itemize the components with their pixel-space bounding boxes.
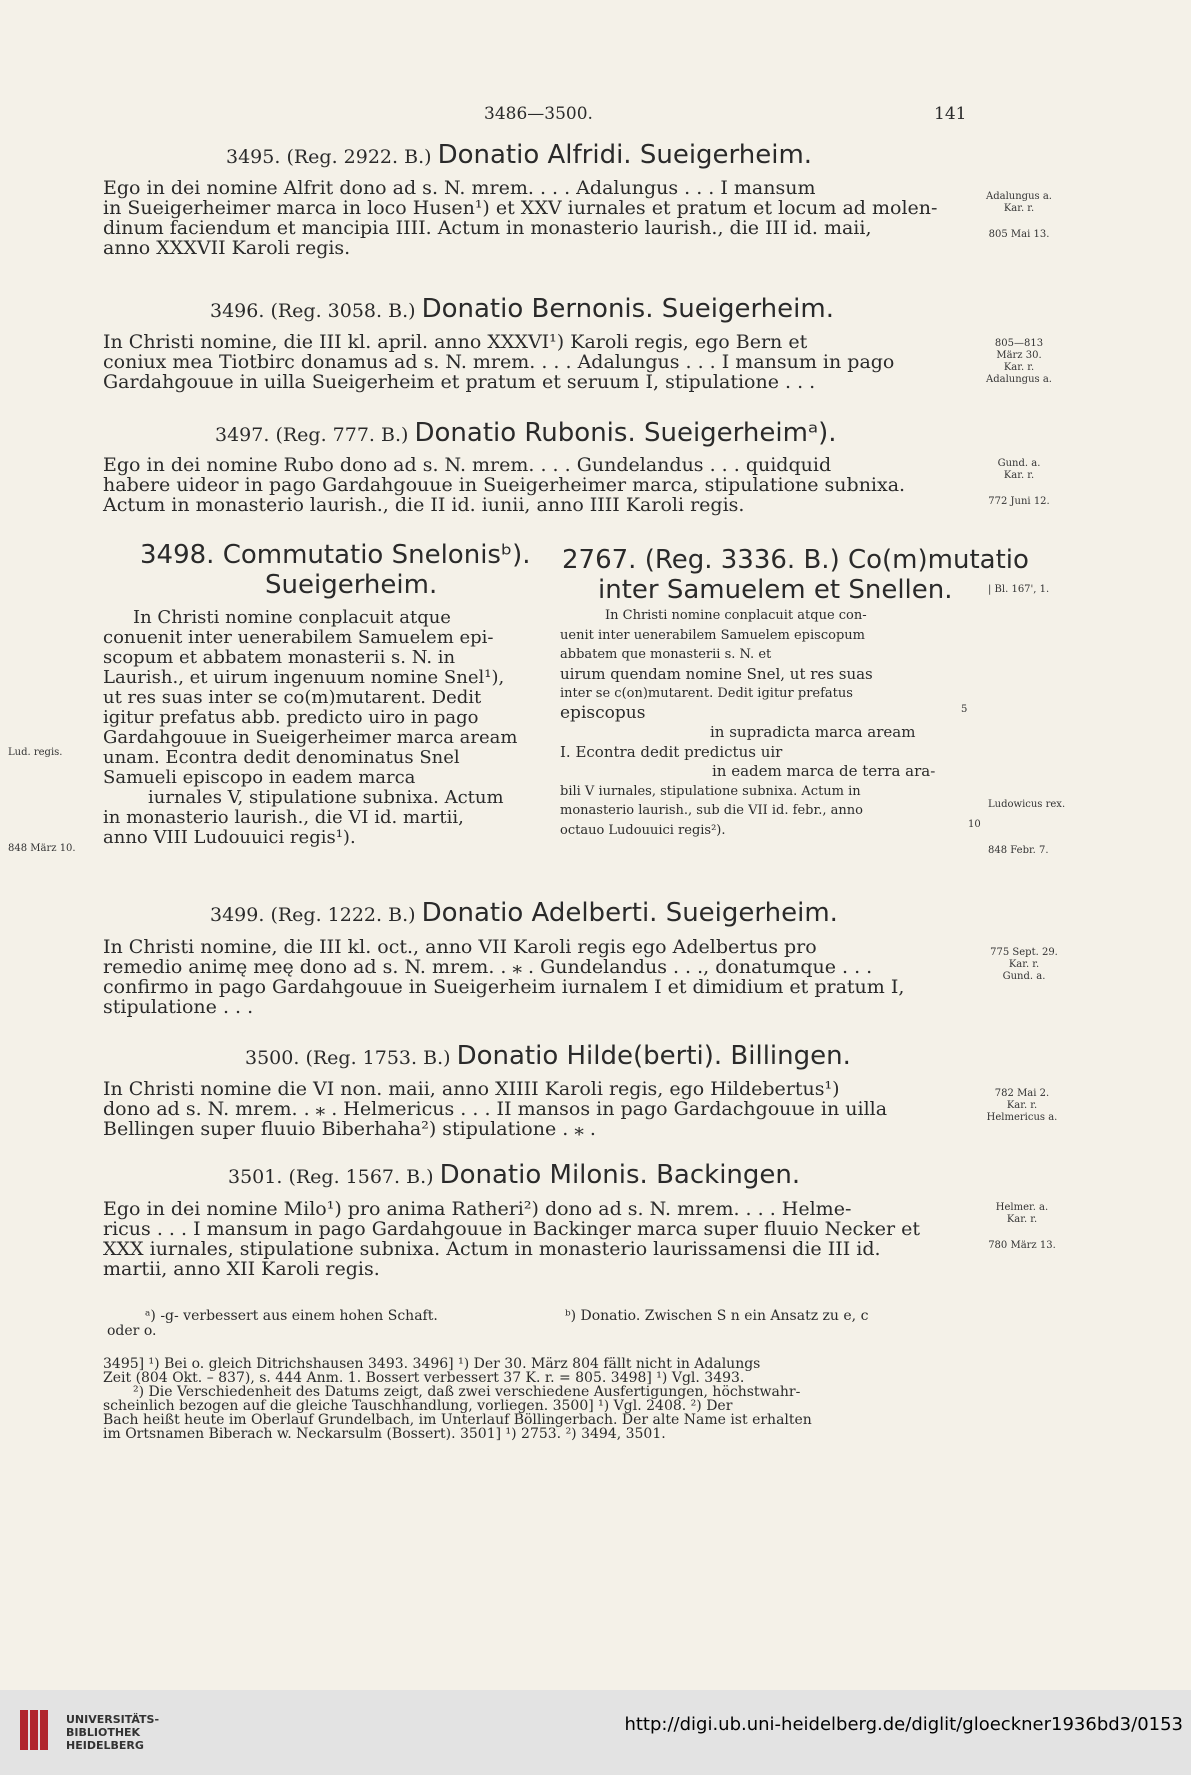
entry-heading-3499: 3499. (Reg. 1222. B.) Donatio Adelberti. Sueigerheim. xyxy=(210,898,838,928)
entry-body-3496: In Christi nomine, die III kl. april. anno XXXVI¹) Karoli regis, ego Bern et coniux mea Tiotbirc donamus ad s. N. mrem. . . . Adalungus . . . I mansum in pago Gardahgouue in uilla Sueigerheim et pratum et seruum I, stipulatione . . . xyxy=(103,331,895,393)
margin-note-3501: Helmer. a. Kar. r. 780 März 13. xyxy=(988,1202,1056,1251)
entry-body-3499: In Christi nomine, die III kl. oct., anno VII Karoli regis ego Adelbertus pro remedio animę meę dono ad s. N. mrem. . ⁎ . Gundelandus . . ., donatumque . . . confirmo in pago Gardahgouue in Sueigerheim iurnalem I et dimidium et pratum I, stipulatione . . . xyxy=(103,936,905,1018)
margin-note-2767-a: | Bl. 167', 1. xyxy=(988,584,1050,595)
margin-note-3498-b: 848 März 10. xyxy=(8,843,76,854)
note-a: ᵃ) -g- verbessert aus einem hohen Schaft. xyxy=(145,1308,438,1324)
margin-note-3498-a: Lud. regis. xyxy=(8,747,63,758)
entry-heading-3497: 3497. (Reg. 777. B.) Donatio Rubonis. Sueigerheimᵃ). xyxy=(215,418,837,448)
entry-heading-3500: 3500. (Reg. 1753. B.) Donatio Hilde(berti). Billingen. xyxy=(245,1041,851,1071)
margin-note-2767-b: Ludowicus rex. xyxy=(988,799,1066,810)
entry-body-3501: Ego in dei nomine Milo¹) pro anima Ratheri²) dono ad s. N. mrem. . . . Helme- ricus . . . I mansum in pago Gardahgouue in Backinger marca super fluuio Necker et XXX iurnales, stipulatione subnixa. Actum in monasterio laurissamensi die III id. martii, anno XII Karoli regis. xyxy=(103,1198,920,1280)
university-library-logo-icon xyxy=(20,1710,48,1750)
entry-heading-3496: 3496. (Reg. 3058. B.) Donatio Bernonis. Sueigerheim. xyxy=(210,294,834,324)
entry-number: 3495. xyxy=(226,146,281,168)
entry-body-3498: In Christi nomine conplacuit atque conuenit inter uenerabilem Samuelem epi- scopum et abbatem monasterii s. N. in Laurish., et uirum ingenuum nomine Snel¹), ut res suas inter se co(m)mutarent. Dedit igitur prefatus abb. predicto uiro in pago Gardahgouue in Sueigerheimer marca aream unam. Econtra dedit denominatus Snel Samueli episcopo in eadem marca iurnales V, stipulatione subnixa. Actum in monasterio laurish., die VI id. martii, anno VIII Ludouuici regis¹). xyxy=(103,607,518,848)
running-header: 3486—3500. xyxy=(484,104,593,124)
entry-reg: (Reg. 2922. xyxy=(286,146,399,168)
entry-body-2767: In Christi nomine conplacuit atque con- uenit inter uenerabilem Samuelem episcopum abbatem que monasterii s. N. et uirum quendam nomine Snel, ut res suas inter se c(on)mutarent. Dedit igitur prefatus episcopus in supradicta marca aream I. Econtra dedit predictus uir in eadem marca de terra ara- bili V iurnales, stipulatione subnixa. Actum in monasterio laurish., sub die VII id. febr., anno octauo Ludouuici regis²). xyxy=(560,608,936,838)
margin-note-3497: Gund. a. Kar. r. 772 Juni 12. xyxy=(988,458,1050,507)
footnotes: 3495] ¹) Bei o. gleich Ditrichshausen 3493. 3496] ¹) Der 30. März 804 fällt nicht in Adalungs Zeit (804 Okt. – 837), s. 444 Anm. 1. Bossert verbessert 37 K. r. = 805. 3498] ¹) Vgl. 3493. ²) Die Verschiedenheit des Datums zeigt, daß zwei verschiedene Ausfertigungen, höchstwahr- scheinlich bezogen auf die gleiche Tauschhandlung, vorliegen. 3500] ¹) Vgl. 2408. ²) Der Bach heißt heute im Oberlauf Grundelbach, im Unterlauf Böllingerbach. Der alte Name ist erhalten im Ortsnamen Biberach w. Neckarsulm (Bossert). 3501] ¹) 2753. ²) 3494, 3501. xyxy=(103,1356,812,1442)
entry-b: B.) xyxy=(404,146,432,168)
margin-note-3495: Adalungus a. Kar. r. 805 Mai 13. xyxy=(986,191,1052,240)
entry-title: Donatio Alfridi. Sueigerheim. xyxy=(437,140,813,170)
margin-note-3496: 805—813 März 30. Kar. r. Adalungus a. xyxy=(986,338,1052,385)
page-number: 141 xyxy=(934,104,967,124)
entry-body-3500: In Christi nomine die VI non. maii, anno XIIII Karoli regis, ego Hildebertus¹) dono ad s. N. mrem. . ⁎ . Helmericus . . . II mansos in pago Gardachgouue in uilla Bellingen super fluuio Biberhaha²) stipulatione . ⁎ . xyxy=(103,1078,888,1140)
note-b: ᵇ) Donatio. Zwischen S n ein Ansatz zu e, c xyxy=(565,1308,869,1324)
line-number-10: 10 xyxy=(968,819,981,830)
entry-heading-3501: 3501. (Reg. 1567. B.) Donatio Milonis. Backingen. xyxy=(228,1160,801,1190)
margin-note-3499: 775 Sept. 29. Kar. r. Gund. a. xyxy=(990,947,1058,982)
entry-body-3495: Ego in dei nomine Alfrit dono ad s. N. mrem. . . . Adalungus . . . I mansum in Sueigerheimer marca in loco Husen¹) et XXV iurnales et pratum et locum ad molen- dinum faciendum et mancipia IIII. Actum in monasterio laurish., die III id. maii, anno XXXVII Karoli regis. xyxy=(103,177,938,259)
entry-heading-2767: 2767. (Reg. 3336. B.) Co(m)mutatio inter Samuelem et Snellen. xyxy=(562,545,1029,605)
entry-heading-3498: 3498. Commutatio Snelonisᵇ). Sueigerheim. xyxy=(140,540,531,600)
line-number-5: 5 xyxy=(961,704,968,715)
entry-heading-3495 xyxy=(226,140,812,170)
margin-note-2767-c: 848 Febr. 7. xyxy=(988,845,1049,856)
library-name: UNIVERSITÄTS- BIBLIOTHEK HEIDELBERG xyxy=(66,1713,160,1752)
entry-body-3497: Ego in dei nomine Rubo dono ad s. N. mrem. . . . Gundelandus . . . quidquid habere uideor in pago Gardahgouue in Sueigerheimer marca, stipulatione subnixa. Actum in monasterio laurish., die II id. iunii, anno IIII Karoli regis. xyxy=(103,454,906,516)
permalink-url[interactable]: http://digi.ub.uni-heidelberg.de/diglit/gloeckner1936bd3/0153 xyxy=(624,1714,1183,1735)
note-b-cont: oder o. xyxy=(107,1323,157,1339)
margin-note-3500: 782 Mai 2. Kar. r. Helmericus a. xyxy=(986,1088,1058,1123)
